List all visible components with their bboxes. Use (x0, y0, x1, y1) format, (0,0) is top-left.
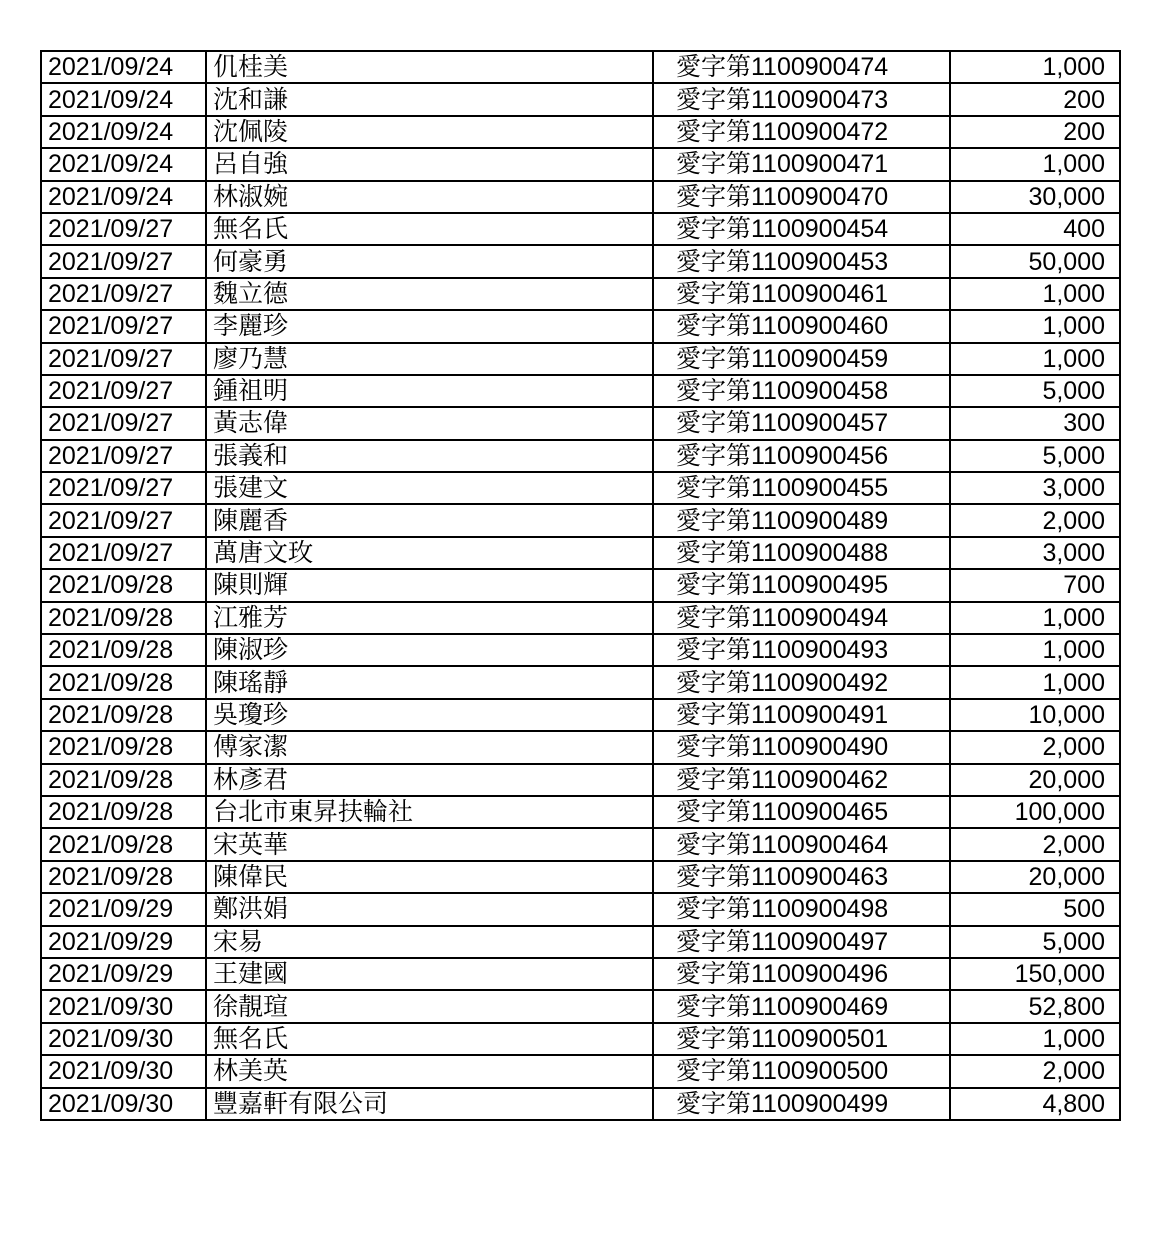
date-cell: 2021/09/24 (41, 116, 206, 148)
receipt-number-cell: 愛字第1100900455 (653, 472, 950, 504)
table-row (41, 181, 1120, 213)
donor-name-cell: 呂自強 (206, 148, 653, 180)
receipt-number-cell: 愛字第1100900493 (653, 634, 950, 666)
date-cell: 2021/09/27 (41, 407, 206, 439)
table-row (41, 310, 1120, 342)
table-row (41, 407, 1120, 439)
table-row (41, 764, 1120, 796)
donor-name-cell: 王建國 (206, 958, 653, 990)
donor-name-cell: 陳淑珍 (206, 634, 653, 666)
donation-table (40, 50, 1121, 1121)
receipt-number-cell: 愛字第1100900454 (653, 213, 950, 245)
donor-name-cell: 吳瓊珍 (206, 699, 653, 731)
receipt-number-cell: 愛字第1100900456 (653, 440, 950, 472)
receipt-number-cell: 愛字第1100900501 (653, 1023, 950, 1055)
donor-name-cell: 沈佩陵 (206, 116, 653, 148)
donor-name-cell: 鍾祖明 (206, 375, 653, 407)
table-row (41, 828, 1120, 860)
donor-name-cell: 江雅芳 (206, 602, 653, 634)
table-row (41, 375, 1120, 407)
donor-name-cell: 李麗珍 (206, 310, 653, 342)
amount-cell: 50,000 (950, 245, 1120, 277)
receipt-number-cell: 愛字第1100900462 (653, 764, 950, 796)
amount-cell: 5,000 (950, 440, 1120, 472)
date-cell: 2021/09/24 (41, 83, 206, 115)
donor-name-cell: 豐嘉軒有限公司 (206, 1088, 653, 1120)
amount-cell: 5,000 (950, 375, 1120, 407)
amount-cell: 2,000 (950, 828, 1120, 860)
date-cell: 2021/09/28 (41, 828, 206, 860)
date-cell: 2021/09/24 (41, 51, 206, 83)
date-cell: 2021/09/27 (41, 245, 206, 277)
receipt-number-cell: 愛字第1100900457 (653, 407, 950, 439)
receipt-number-cell: 愛字第1100900488 (653, 537, 950, 569)
table-row (41, 569, 1120, 601)
table-row (41, 472, 1120, 504)
amount-cell: 20,000 (950, 861, 1120, 893)
donor-name-cell: 鄭洪娟 (206, 893, 653, 925)
amount-cell: 1,000 (950, 148, 1120, 180)
amount-cell: 400 (950, 213, 1120, 245)
amount-cell: 4,800 (950, 1088, 1120, 1120)
table-row (41, 699, 1120, 731)
amount-cell: 5,000 (950, 926, 1120, 958)
date-cell: 2021/09/30 (41, 1023, 206, 1055)
amount-cell: 1,000 (950, 1023, 1120, 1055)
date-cell: 2021/09/29 (41, 893, 206, 925)
table-row (41, 634, 1120, 666)
amount-cell: 52,800 (950, 990, 1120, 1022)
receipt-number-cell: 愛字第1100900489 (653, 504, 950, 536)
date-cell: 2021/09/27 (41, 375, 206, 407)
table-row (41, 537, 1120, 569)
amount-cell: 500 (950, 893, 1120, 925)
donor-name-cell: 萬唐文玫 (206, 537, 653, 569)
amount-cell: 100,000 (950, 796, 1120, 828)
donor-name-cell: 無名氏 (206, 213, 653, 245)
date-cell: 2021/09/28 (41, 634, 206, 666)
amount-cell: 700 (950, 569, 1120, 601)
receipt-number-cell: 愛字第1100900471 (653, 148, 950, 180)
donor-name-cell: 林彥君 (206, 764, 653, 796)
donor-name-cell: 魏立德 (206, 278, 653, 310)
amount-cell: 200 (950, 116, 1120, 148)
table-row (41, 83, 1120, 115)
table-row (41, 1055, 1120, 1087)
date-cell: 2021/09/29 (41, 958, 206, 990)
receipt-number-cell: 愛字第1100900492 (653, 666, 950, 698)
table-row (41, 213, 1120, 245)
date-cell: 2021/09/24 (41, 148, 206, 180)
receipt-number-cell: 愛字第1100900460 (653, 310, 950, 342)
table-row (41, 731, 1120, 763)
date-cell: 2021/09/30 (41, 1055, 206, 1087)
table-row (41, 990, 1120, 1022)
date-cell: 2021/09/27 (41, 472, 206, 504)
date-cell: 2021/09/27 (41, 343, 206, 375)
date-cell: 2021/09/28 (41, 861, 206, 893)
donor-name-cell: 何豪勇 (206, 245, 653, 277)
date-cell: 2021/09/28 (41, 764, 206, 796)
receipt-number-cell: 愛字第1100900494 (653, 602, 950, 634)
table-row (41, 893, 1120, 925)
amount-cell: 10,000 (950, 699, 1120, 731)
date-cell: 2021/09/27 (41, 213, 206, 245)
receipt-number-cell: 愛字第1100900498 (653, 893, 950, 925)
donor-name-cell: 陳麗香 (206, 504, 653, 536)
receipt-number-cell: 愛字第1100900491 (653, 699, 950, 731)
donor-name-cell: 傅家潔 (206, 731, 653, 763)
amount-cell: 300 (950, 407, 1120, 439)
donor-name-cell: 陳偉民 (206, 861, 653, 893)
date-cell: 2021/09/28 (41, 666, 206, 698)
donor-name-cell: 宋易 (206, 926, 653, 958)
table-row (41, 666, 1120, 698)
donor-name-cell: 廖乃慧 (206, 343, 653, 375)
amount-cell: 200 (950, 83, 1120, 115)
table-row (41, 440, 1120, 472)
table-row (41, 926, 1120, 958)
receipt-number-cell: 愛字第1100900470 (653, 181, 950, 213)
date-cell: 2021/09/27 (41, 440, 206, 472)
receipt-number-cell: 愛字第1100900490 (653, 731, 950, 763)
table-row (41, 958, 1120, 990)
amount-cell: 2,000 (950, 731, 1120, 763)
donor-name-cell: 林美英 (206, 1055, 653, 1087)
donor-name-cell: 無名氏 (206, 1023, 653, 1055)
donor-name-cell: 仉桂美 (206, 51, 653, 83)
amount-cell: 1,000 (950, 278, 1120, 310)
table-row (41, 116, 1120, 148)
date-cell: 2021/09/29 (41, 926, 206, 958)
date-cell: 2021/09/27 (41, 504, 206, 536)
receipt-number-cell: 愛字第1100900464 (653, 828, 950, 860)
donor-name-cell: 陳瑤靜 (206, 666, 653, 698)
receipt-number-cell: 愛字第1100900500 (653, 1055, 950, 1087)
receipt-number-cell: 愛字第1100900461 (653, 278, 950, 310)
table-row (41, 602, 1120, 634)
date-cell: 2021/09/30 (41, 990, 206, 1022)
amount-cell: 3,000 (950, 537, 1120, 569)
receipt-number-cell: 愛字第1100900472 (653, 116, 950, 148)
date-cell: 2021/09/27 (41, 278, 206, 310)
amount-cell: 2,000 (950, 1055, 1120, 1087)
amount-cell: 1,000 (950, 634, 1120, 666)
amount-cell: 1,000 (950, 602, 1120, 634)
receipt-number-cell: 愛字第1100900459 (653, 343, 950, 375)
table-row (41, 861, 1120, 893)
receipt-number-cell: 愛字第1100900473 (653, 83, 950, 115)
table-row (41, 343, 1120, 375)
donor-name-cell: 陳則輝 (206, 569, 653, 601)
date-cell: 2021/09/28 (41, 602, 206, 634)
table-row (41, 1023, 1120, 1055)
receipt-number-cell: 愛字第1100900463 (653, 861, 950, 893)
amount-cell: 1,000 (950, 51, 1120, 83)
date-cell: 2021/09/24 (41, 181, 206, 213)
donor-name-cell: 林淑婉 (206, 181, 653, 213)
receipt-number-cell: 愛字第1100900499 (653, 1088, 950, 1120)
date-cell: 2021/09/28 (41, 796, 206, 828)
receipt-number-cell: 愛字第1100900497 (653, 926, 950, 958)
donation-table-body (41, 51, 1120, 1120)
amount-cell: 30,000 (950, 181, 1120, 213)
donor-name-cell: 宋英華 (206, 828, 653, 860)
donor-name-cell: 沈和謙 (206, 83, 653, 115)
amount-cell: 1,000 (950, 666, 1120, 698)
date-cell: 2021/09/28 (41, 699, 206, 731)
receipt-number-cell: 愛字第1100900495 (653, 569, 950, 601)
amount-cell: 1,000 (950, 343, 1120, 375)
table-row (41, 51, 1120, 83)
donor-name-cell: 張建文 (206, 472, 653, 504)
table-row (41, 148, 1120, 180)
date-cell: 2021/09/30 (41, 1088, 206, 1120)
table-row (41, 245, 1120, 277)
table-row (41, 796, 1120, 828)
donor-name-cell: 黃志偉 (206, 407, 653, 439)
table-row (41, 1088, 1120, 1120)
amount-cell: 2,000 (950, 504, 1120, 536)
receipt-number-cell: 愛字第1100900474 (653, 51, 950, 83)
table-row (41, 504, 1120, 536)
receipt-number-cell: 愛字第1100900458 (653, 375, 950, 407)
table-row (41, 278, 1120, 310)
date-cell: 2021/09/27 (41, 310, 206, 342)
donor-name-cell: 徐靚瑄 (206, 990, 653, 1022)
amount-cell: 20,000 (950, 764, 1120, 796)
receipt-number-cell: 愛字第1100900465 (653, 796, 950, 828)
receipt-number-cell: 愛字第1100900469 (653, 990, 950, 1022)
donor-name-cell: 張義和 (206, 440, 653, 472)
date-cell: 2021/09/28 (41, 569, 206, 601)
amount-cell: 1,000 (950, 310, 1120, 342)
amount-cell: 3,000 (950, 472, 1120, 504)
date-cell: 2021/09/28 (41, 731, 206, 763)
donor-name-cell: 台北市東昇扶輪社 (206, 796, 653, 828)
amount-cell: 150,000 (950, 958, 1120, 990)
receipt-number-cell: 愛字第1100900453 (653, 245, 950, 277)
receipt-number-cell: 愛字第1100900496 (653, 958, 950, 990)
date-cell: 2021/09/27 (41, 537, 206, 569)
